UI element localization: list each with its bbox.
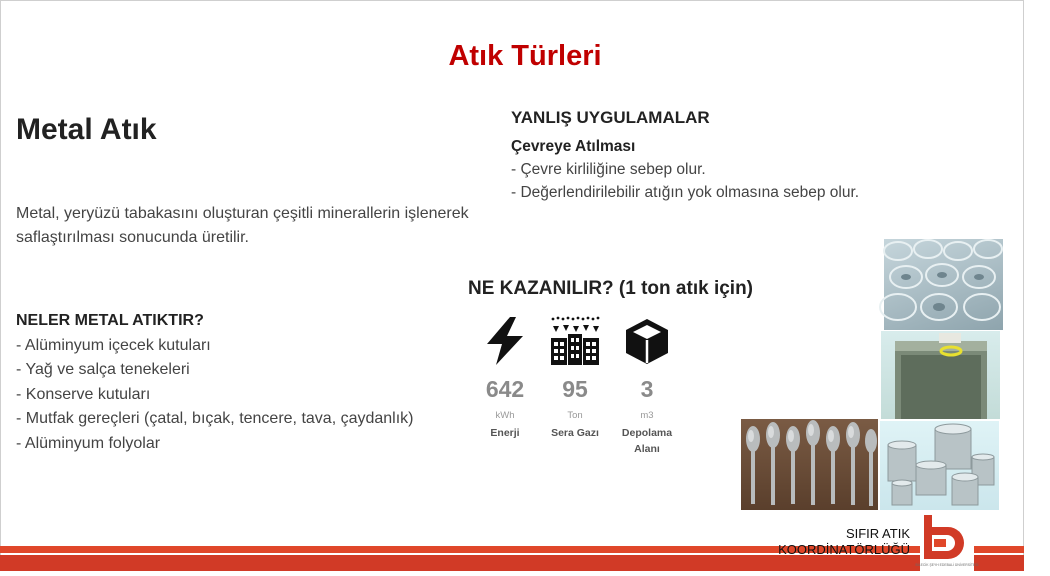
aluminum-cans-photo [884, 239, 1003, 330]
stat-label: Enerji [490, 427, 520, 439]
wrong-practices [511, 106, 859, 204]
section-title: Metal Atık [16, 113, 157, 146]
stat-value: 3 [640, 376, 654, 402]
factory-icon [549, 316, 601, 366]
stat-value: 95 [562, 376, 588, 402]
list-item: - Mutfak gereçleri (çatal, bıçak, tencere, tava, çaydanlık) [16, 410, 414, 427]
cutlery-photo [741, 419, 878, 510]
list-item: - Konserve kutuları [16, 385, 151, 403]
footer-line-2: KOORDİNATÖRLÜĞÜ [778, 542, 910, 557]
list-item: - Alüminyum içecek kutuları [16, 336, 211, 354]
wrong-practice-item: - Çevre kirliliğine sebep olur. [511, 161, 706, 178]
wrong-practices-heading: YANLIŞ UYGULAMALAR [511, 108, 710, 127]
box-icon [622, 316, 672, 366]
list-item: - Yağ ve salça tenekeleri [16, 361, 190, 378]
stat-unit: m3 [640, 410, 654, 421]
stat-value: 642 [485, 376, 525, 402]
gains-heading: NE KAZANILIR? (1 ton atık için) [468, 278, 753, 299]
footer-text [778, 526, 910, 558]
list-item: - Alüminyum folyolar [16, 434, 161, 452]
metal-waste-list [16, 309, 414, 456]
stat-storage-area [609, 316, 685, 457]
university-logo [915, 511, 979, 571]
stat-label: Sera Gazı [551, 427, 599, 439]
intro-paragraph: Metal, yeryüzü tabakasını oluşturan çeşitli minerallerin işlenerek saflaştırılması sonucunda üretilir. [16, 205, 469, 246]
page-title: Atık Türleri [448, 40, 602, 72]
oil-tin-photo [881, 331, 1000, 419]
footer-line-1: SIFIR ATIK [845, 526, 910, 541]
stat-unit: kWh [495, 410, 515, 421]
stat-energy [467, 316, 543, 441]
stat-label: Depolama Alanı [621, 427, 673, 455]
stat-unit: Ton [567, 410, 583, 421]
lightning-icon [483, 316, 527, 366]
wrong-practices-subheading: Çevreye Atılması [511, 138, 636, 155]
stat-greenhouse-gas [537, 316, 613, 441]
wrong-practice-item: - Değerlendirilebilir atığın yok olmasına sebep olur. [511, 184, 860, 201]
tin-cans-photo [880, 421, 999, 510]
logo-caption: BİLECİK ŞEYH EDEBALİ ÜNİVERSİTESİ [915, 563, 979, 567]
list-heading: NELER METAL ATIKTIR? [16, 312, 204, 329]
